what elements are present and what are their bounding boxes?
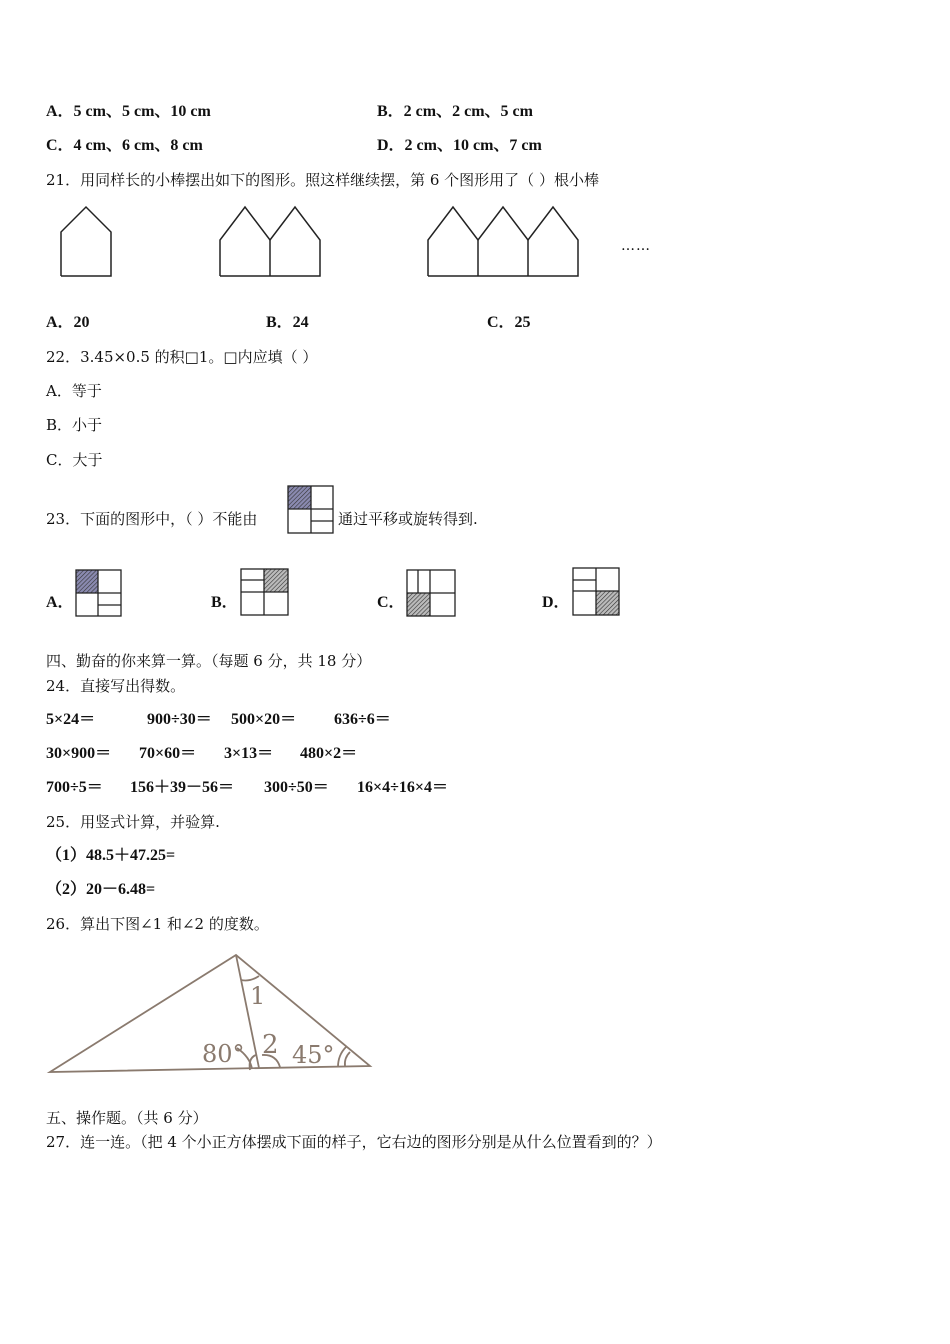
angle-1-label: 1: [250, 982, 266, 1010]
q21-option-a: A．20: [46, 314, 90, 331]
q24-item: 700÷5＝: [46, 779, 103, 796]
angle-2-label: 2: [262, 1030, 279, 1060]
q24-item: 300÷50＝: [264, 779, 329, 796]
q23-prompt-after: 通过平移或旋转得到.: [338, 510, 478, 528]
q23-option-b: B．: [211, 594, 238, 611]
q27-prompt: 27．连一连。（把 4 个小正方体摆成下面的样子，它右边的图形分别是从什么位置看到的？）: [46, 1133, 662, 1151]
q21-option-c: C．25: [487, 314, 531, 331]
q20-option-b: B．2 cm、2 cm、5 cm: [377, 103, 533, 120]
q23-option-a: A．: [46, 594, 74, 611]
q24-item: 900÷30＝: [147, 711, 212, 728]
q20-option-a: A．5 cm、5 cm、10 cm: [46, 103, 211, 120]
q22-option-a: A．等于: [46, 382, 102, 400]
angle-80-label: 80°: [202, 1040, 245, 1068]
q23-prompt-before: 23．下面的图形中，（ ）不能由: [46, 510, 258, 528]
q24-item: 16×4÷16×4＝: [357, 779, 449, 796]
q24-item: 30×900＝: [46, 745, 112, 762]
q22-option-c: C．大于: [46, 451, 103, 469]
q25-prompt: 25．用竖式计算，并验算.: [46, 813, 220, 831]
q21-option-b: B．24: [266, 314, 309, 331]
q24-item: 480×2＝: [300, 745, 358, 762]
q23-option-c: C．: [377, 594, 405, 611]
q21-ellipsis: ……: [621, 238, 651, 254]
q24-item: 70×60＝: [139, 745, 197, 762]
arc-angle-45-inner: [345, 1052, 350, 1066]
q24-item: 500×20＝: [231, 711, 297, 728]
q25-item-2: （2）20－6.48=: [46, 881, 156, 898]
q23-option-d: D．: [542, 594, 570, 611]
q25-item-1: （1）48.5＋47.25=: [46, 847, 176, 864]
q22-prompt: 22．3.45×0.5 的积□1。□内应填（ ）: [46, 348, 318, 366]
q20-option-d: D．2 cm、10 cm、7 cm: [377, 137, 542, 154]
q20-option-c: C．4 cm、6 cm、8 cm: [46, 137, 203, 154]
q24-item: 636÷6＝: [334, 711, 391, 728]
section-4-title: 四、勤奋的你来算一算。（每题 6 分，共 18 分）: [46, 652, 372, 670]
arc-angle-1: [241, 976, 259, 981]
q26-prompt: 26．算出下图∠1 和∠2 的度数。: [46, 915, 269, 933]
q21-prompt: 21．用同样长的小棒摆出如下的图形。照这样继续摆，第 6 个图形用了（ ）根小棒: [46, 171, 599, 189]
section-5-title: 五、操作题。（共 6 分）: [46, 1109, 208, 1127]
q24-item: 156＋39－56＝: [130, 779, 235, 796]
q24-item: 3×13＝: [224, 745, 274, 762]
angle-45-label: 45°: [292, 1041, 335, 1069]
q24-item: 5×24＝: [46, 711, 96, 728]
q24-prompt: 24．直接写出得数。: [46, 677, 186, 695]
q22-option-b: B．小于: [46, 416, 103, 434]
